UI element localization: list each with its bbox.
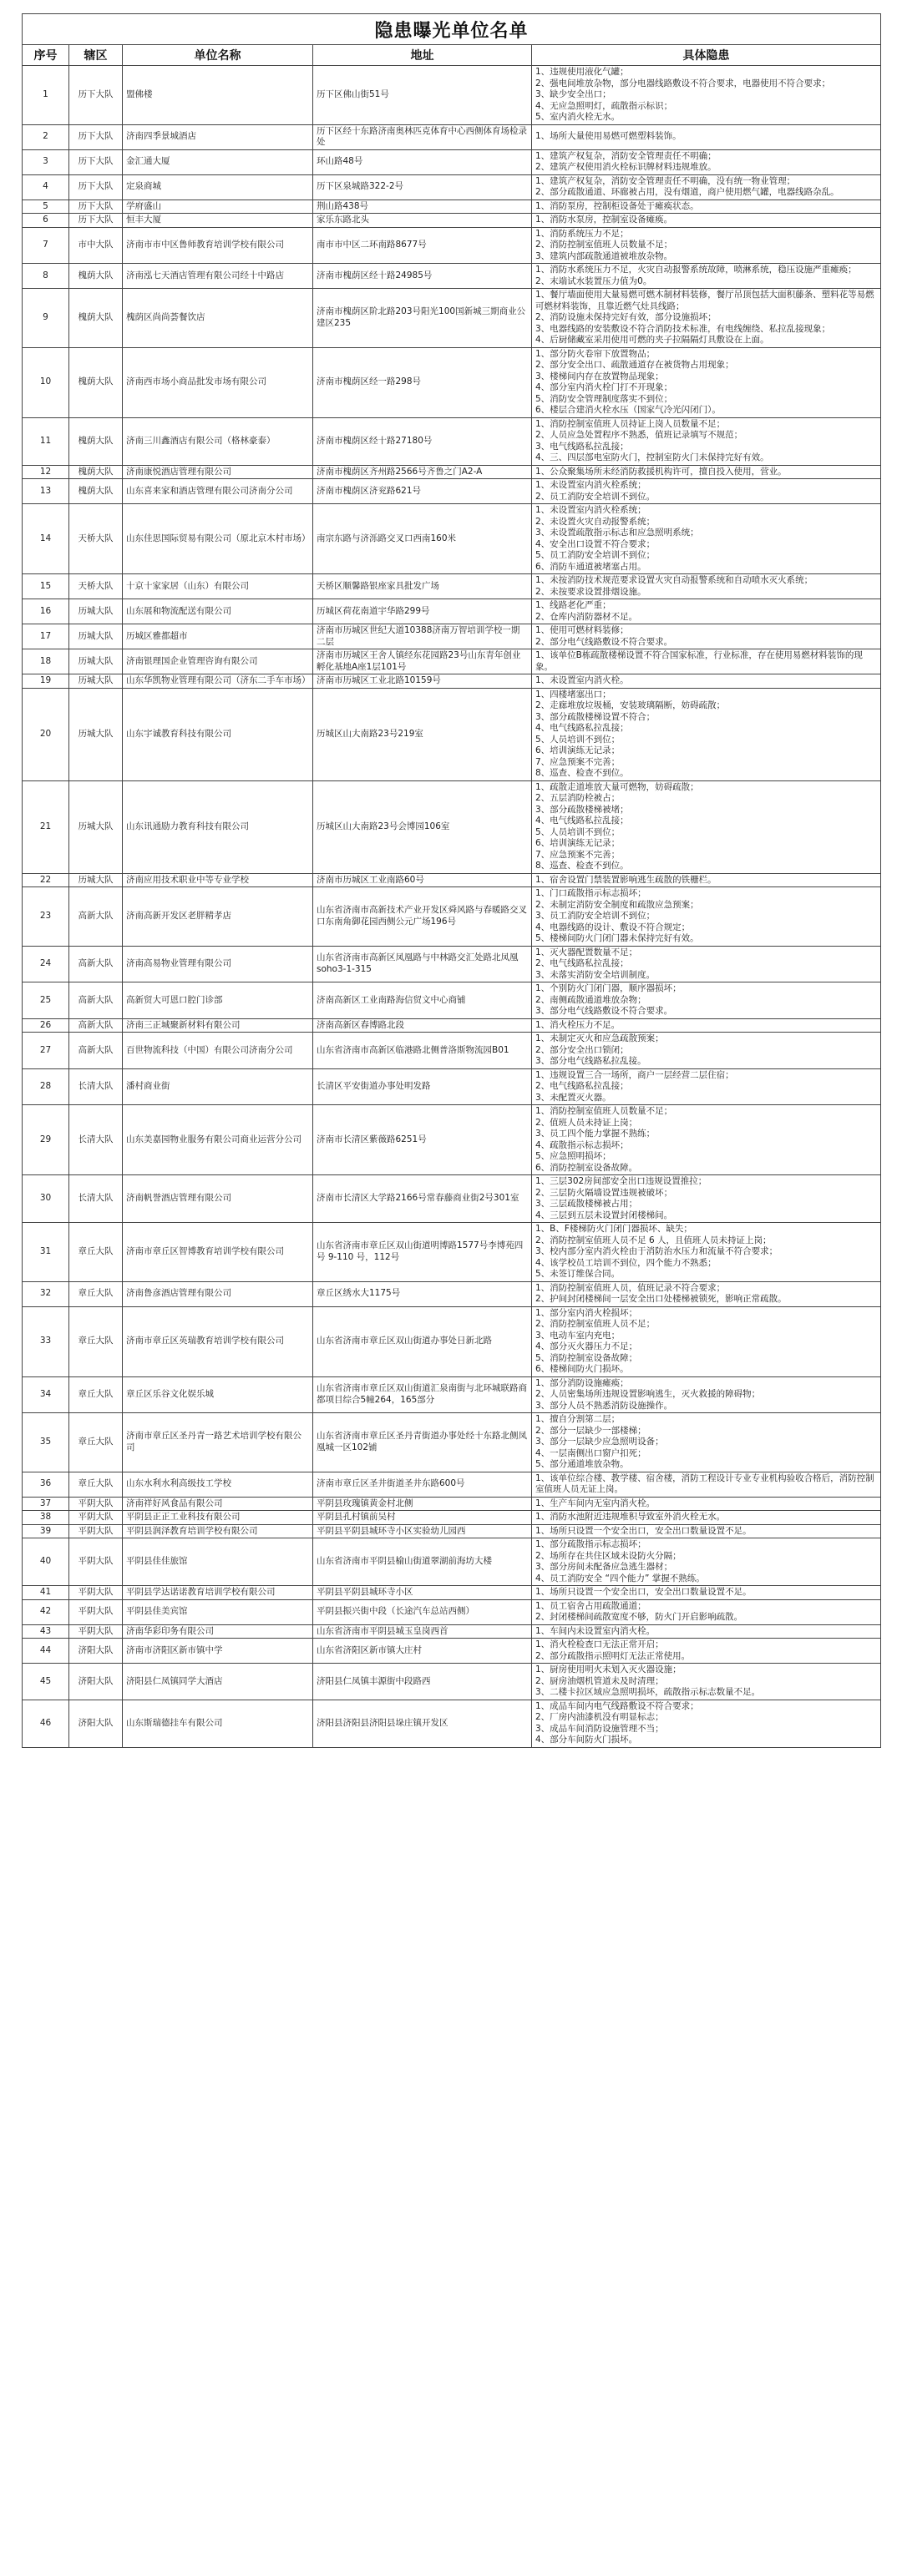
cell-unit-name: 济南西市场小商品批发市场有限公司 — [123, 347, 313, 417]
cell-hazards: 1、该单位综合楼、教学楼、宿舍楼，消防工程设计专业专业机构验收合格后，消防控制室值班人员无证上岗。 — [532, 1472, 881, 1497]
table-row — [23, 1664, 881, 1700]
table-row — [23, 599, 881, 624]
cell-unit-name: 山东喜来家和酒店管理有限公司济南分公司 — [123, 479, 313, 504]
cell-index: 9 — [23, 289, 69, 348]
cell-index: 13 — [23, 479, 69, 504]
table-row — [23, 1497, 881, 1511]
cell-unit-name: 平阴县学达诺诺教育培训学校有限公司 — [123, 1586, 313, 1600]
cell-index: 36 — [23, 1472, 69, 1497]
cell-unit-name: 济阳县仁凤镇同学大酒店 — [123, 1664, 313, 1700]
cell-address: 荆山路438号 — [313, 200, 532, 214]
cell-unit-name: 盟佛楼 — [123, 66, 313, 125]
cell-address: 山东省济南市平阴县榆山街道翠湖前海坊大楼 — [313, 1538, 532, 1586]
cell-address: 平阴县孔村镇前吴村 — [313, 1511, 532, 1525]
table-row — [23, 1281, 881, 1306]
cell-unit-name: 济南祥好风食品有限公司 — [123, 1497, 313, 1511]
cell-address: 历下区经十东路济南奥林匹克体育中心西侧体育场检录处 — [313, 124, 532, 149]
table-row — [23, 1472, 881, 1497]
cell-index: 14 — [23, 504, 69, 574]
cell-hazards: 1、个别防火门闭门器，顺序器损坏； 2、南侧疏散通道堆放杂物； 3、部分电气线路敷设不符合要求。 — [532, 982, 881, 1019]
cell-hazards: 1、消火栓压力不足。 — [532, 1018, 881, 1033]
cell-hazards: 1、消防控制室值班人员数量不足； 2、值班人员未持证上岗； 3、员工四个能力掌握不熟练； 4、疏散指示标志损坏； 5、应急照明损坏； 6、消防控制室设备故障。 — [532, 1105, 881, 1175]
cell-unit-name: 山东华凯物业管理有限公司（济东二手车市场） — [123, 674, 313, 689]
cell-unit-name: 十京十家家居（山东）有限公司 — [123, 574, 313, 599]
cell-address: 济南市历城区世纪大道10388济南万智培训学校一期二层 — [313, 624, 532, 649]
cell-district: 历下大队 — [69, 66, 123, 125]
cell-index: 4 — [23, 174, 69, 200]
table-row — [23, 1586, 881, 1600]
table-row — [23, 1538, 881, 1586]
column-header-district: 辖区 — [69, 45, 123, 66]
cell-unit-name: 济南康悦酒店管理有限公司 — [123, 465, 313, 479]
cell-index: 20 — [23, 688, 69, 780]
cell-district: 市中大队 — [69, 227, 123, 264]
table-row — [23, 289, 881, 348]
cell-address: 济南市槐荫区济兖路621号 — [313, 479, 532, 504]
cell-hazards: 1、违规设置三合一场所，商户一层经营二层住宿； 2、电气线路私拉乱接； 3、未配置灭火器。 — [532, 1068, 881, 1105]
cell-index: 41 — [23, 1586, 69, 1600]
cell-hazards: 1、员工宿舍占用疏散通道； 2、封闭楼梯间疏散宽度不够，防火门开启影响疏散。 — [532, 1599, 881, 1624]
cell-district: 历下大队 — [69, 124, 123, 149]
cell-unit-name: 济南泓七天酒店管理有限公司经十中路店 — [123, 264, 313, 289]
table-row — [23, 200, 881, 214]
cell-address: 章丘区绣水大1175号 — [313, 1281, 532, 1306]
table-row — [23, 417, 881, 465]
cell-district: 历下大队 — [69, 214, 123, 228]
cell-hazards: 1、场所只设置一个安全出口，安全出口数量设置不足。 — [532, 1586, 881, 1600]
table-row — [23, 479, 881, 504]
cell-district: 平阴大队 — [69, 1599, 123, 1624]
cell-index: 5 — [23, 200, 69, 214]
cell-address: 山东省济南市章丘区圣丹青街道办事处经十东路北侧凤凰城一区102铺 — [313, 1413, 532, 1472]
table-row — [23, 1639, 881, 1664]
cell-index: 43 — [23, 1624, 69, 1639]
cell-unit-name: 平阴县正正工业科技有限公司 — [123, 1511, 313, 1525]
cell-hazards: 1、使用可燃材料装修； 2、部分电气线路敷设不符合要求。 — [532, 624, 881, 649]
cell-district: 槐荫大队 — [69, 289, 123, 348]
cell-address: 济南市章丘区圣井街道圣井东路600号 — [313, 1472, 532, 1497]
cell-index: 31 — [23, 1223, 69, 1282]
cell-address: 济南市槐荫区阶北路203号阳光100国新城三期商业公建区235 — [313, 289, 532, 348]
cell-address: 济南市历城区工业北路10159号 — [313, 674, 532, 689]
cell-district: 平阴大队 — [69, 1538, 123, 1586]
cell-address: 济南市槐荫区齐州路2566号齐鲁之门A2-A — [313, 465, 532, 479]
cell-hazards: 1、消防控制室值班人员，值班记录不符合要求； 2、护间封闭楼梯间一层安全出口处楼梯被锁死，影响正常疏散。 — [532, 1281, 881, 1306]
cell-hazards: 1、四楼堵塞出口； 2、走廊堆放垃圾桶，安装玻璃隔断，妨碍疏散； 3、部分疏散楼梯设置不符合； 4、电气线路私拉乱接； 5、人员培训不到位； 6、培训演练无记录； 7、应急预案不完善； 8、巡查、检查不到位。 — [532, 688, 881, 780]
cell-district: 平阴大队 — [69, 1586, 123, 1600]
table-row — [23, 1175, 881, 1223]
table-row — [23, 688, 881, 780]
cell-district: 章丘大队 — [69, 1376, 123, 1413]
cell-address: 山东省济南市章丘区双山街道汇泉南街与北环城联路商都项目综合5幢264，165部分 — [313, 1376, 532, 1413]
cell-unit-name: 济南市市中区鲁师教育培训学校有限公司 — [123, 227, 313, 264]
cell-district: 高新大队 — [69, 887, 123, 947]
cell-district: 济阳大队 — [69, 1664, 123, 1700]
cell-address: 家乐东路北头 — [313, 214, 532, 228]
cell-unit-name: 山东斯瑞德挂车有限公司 — [123, 1700, 313, 1747]
cell-index: 24 — [23, 946, 69, 982]
cell-hazards: 1、B、F楼梯防火门闭门器损坏、缺失； 2、消防控制室值班人员不足 6 人，且值班人员未持证上岗； 3、校内部分室内消火栓由于消防治水压力和流量不符合要求； 4、该学校员工培训不到位，四个能力不熟悉； 5、未签订维保合同。 — [532, 1223, 881, 1282]
cell-district: 平阴大队 — [69, 1624, 123, 1639]
cell-hazards: 1、建筑产权复杂，消防安全管理责任不明确； 2、建筑产权使用消火栓标识牌材料违规堆放。 — [532, 149, 881, 174]
column-header-row — [23, 45, 881, 66]
cell-unit-name: 恒丰大厦 — [123, 214, 313, 228]
cell-index: 16 — [23, 599, 69, 624]
cell-district: 济阳大队 — [69, 1639, 123, 1664]
cell-address: 南宗东路与济泺路交叉口西南160米 — [313, 504, 532, 574]
cell-address: 平阴县平阴县城环寺小区 — [313, 1586, 532, 1600]
table-row — [23, 149, 881, 174]
cell-unit-name: 历城区雅都超市 — [123, 624, 313, 649]
cell-unit-name: 百世物流科技（中国）有限公司济南分公司 — [123, 1033, 313, 1069]
table-row — [23, 1018, 881, 1033]
cell-address: 历城区荷花南道宇华路299号 — [313, 599, 532, 624]
cell-unit-name: 学府盛山 — [123, 200, 313, 214]
cell-unit-name: 定泉商城 — [123, 174, 313, 200]
cell-hazards: 1、线路老化严重； 2、仓库内消防器材不足。 — [532, 599, 881, 624]
table-row — [23, 124, 881, 149]
cell-hazards: 1、宿舍设置门禁装置影响逃生疏散的铁栅栏。 — [532, 873, 881, 887]
cell-district: 槐荫大队 — [69, 417, 123, 465]
cell-unit-name: 济南鲁彦酒店管理有限公司 — [123, 1281, 313, 1306]
page-title: 隐患曝光单位名单 — [23, 14, 881, 45]
cell-district: 槐荫大队 — [69, 264, 123, 289]
cell-hazards: 1、场所大量使用易燃可燃塑料装饰。 — [532, 124, 881, 149]
cell-unit-name: 山东展和物流配送有限公司 — [123, 599, 313, 624]
table-row — [23, 1700, 881, 1747]
cell-index: 45 — [23, 1664, 69, 1700]
cell-district: 高新大队 — [69, 1018, 123, 1033]
cell-index: 32 — [23, 1281, 69, 1306]
cell-district: 章丘大队 — [69, 1306, 123, 1376]
cell-index: 34 — [23, 1376, 69, 1413]
table-row — [23, 574, 881, 599]
cell-district: 章丘大队 — [69, 1223, 123, 1282]
cell-address: 历城区山大南路23号会博园106室 — [313, 780, 532, 873]
cell-hazards: 1、消防控制室值班人员持证上岗人员数量不足； 2、人员应急处置程序不熟悉，值班记录填写不规范； 3、电气线路私拉乱接； 4、三、四层部电室防火门，控制室防火门未保持完好有效。 — [532, 417, 881, 465]
cell-district: 济阳大队 — [69, 1700, 123, 1747]
cell-district: 平阴大队 — [69, 1524, 123, 1538]
table-row — [23, 780, 881, 873]
table-row — [23, 214, 881, 228]
cell-address: 济南市历城区王舍人镇经东花园路23号山东青年创业孵化基地A座1层101号 — [313, 649, 532, 674]
cell-index: 26 — [23, 1018, 69, 1033]
cell-address: 济南市长清区大学路2166号常春藤商业街2号301室 — [313, 1175, 532, 1223]
table-row — [23, 174, 881, 200]
cell-index: 18 — [23, 649, 69, 674]
cell-hazards: 1、建筑产权复杂，消防安全管理责任不明确，没有统一物业管理； 2、部分疏散通道、环廊被占用，没有烟道，商户使用燃气罐，电器线路杂乱。 — [532, 174, 881, 200]
cell-hazards: 1、消防水泵房，控制室设备瘫痪。 — [532, 214, 881, 228]
cell-index: 11 — [23, 417, 69, 465]
cell-district: 历城大队 — [69, 649, 123, 674]
exposure-list-sheet — [22, 13, 880, 1748]
cell-index: 19 — [23, 674, 69, 689]
cell-hazards: 1、该单位B栋疏散楼梯设置不符合国家标准，行业标准，存在使用易燃材料装饰的现象。 — [532, 649, 881, 674]
cell-district: 平阴大队 — [69, 1511, 123, 1525]
cell-index: 29 — [23, 1105, 69, 1175]
cell-unit-name: 槐荫区尚尚荟餐饮店 — [123, 289, 313, 348]
cell-district: 槐荫大队 — [69, 479, 123, 504]
cell-address: 济南高新区春博路北段 — [313, 1018, 532, 1033]
cell-address: 平阴县平阴县城环寺小区实验幼儿园西 — [313, 1524, 532, 1538]
table-row — [23, 1524, 881, 1538]
cell-address: 天桥区顺馨路银座家具批发广场 — [313, 574, 532, 599]
cell-unit-name: 山东讯通励力教育科技有限公司 — [123, 780, 313, 873]
cell-index: 28 — [23, 1068, 69, 1105]
table-row — [23, 1068, 881, 1105]
cell-district: 高新大队 — [69, 946, 123, 982]
cell-hazards: 1、未设置室内消火栓系统； 2、员工消防安全培训不到位。 — [532, 479, 881, 504]
cell-hazards: 1、成品车间内电气线路敷设不符合要求； 2、厂房内油漆机没有明显标志； 3、成品车间消防设施管理不当； 4、部分车间防火门损坏。 — [532, 1700, 881, 1747]
table-row — [23, 1223, 881, 1282]
cell-index: 30 — [23, 1175, 69, 1223]
table-row — [23, 649, 881, 674]
cell-index: 10 — [23, 347, 69, 417]
cell-district: 历下大队 — [69, 200, 123, 214]
cell-unit-name: 济南市章丘区智博教育培训学校有限公司 — [123, 1223, 313, 1282]
cell-district: 槐荫大队 — [69, 465, 123, 479]
cell-index: 40 — [23, 1538, 69, 1586]
cell-hazards: 1、门口疏散指示标志损坏； 2、未制定消防安全制度和疏散应急预案； 3、员工消防安全培训不到位； 4、电器线路的设计、敷设不符合规定； 5、楼梯间防火门闭门器未保持完好有效。 — [532, 887, 881, 947]
cell-address: 历下区泉城路322-2号 — [313, 174, 532, 200]
cell-address: 山东省济南市高新技术产业开发区舜风路与春暖路交叉口东南角御花园西侧公元广场196号 — [313, 887, 532, 947]
table-row — [23, 1511, 881, 1525]
cell-district: 长清大队 — [69, 1068, 123, 1105]
cell-hazards: 1、未制定灭火和应急疏散预案； 2、部分安全出口锁闭； 3、部分电气线路私拉乱接。 — [532, 1033, 881, 1069]
cell-unit-name: 济南市章丘区圣丹青一路艺术培训学校有限公司 — [123, 1413, 313, 1472]
cell-address: 长清区平安街道办事处明发路 — [313, 1068, 532, 1105]
table-row — [23, 674, 881, 689]
cell-index: 33 — [23, 1306, 69, 1376]
cell-district: 历城大队 — [69, 873, 123, 887]
cell-district: 槐荫大队 — [69, 347, 123, 417]
cell-index: 23 — [23, 887, 69, 947]
cell-hazards: 1、疏散走道堆放大量可燃物，妨碍疏散； 2、五层消防栓被占； 3、部分疏散楼梯被堵； 4、电气线路私拉乱接； 5、人员培训不到位； 6、培训演练无记录； 7、应急预案不完善； 8、巡查、检查不到位。 — [532, 780, 881, 873]
cell-hazards: 1、三层302房间部安全出口违规设置推拉； 2、三层防火隔墙设置违规被破坏； 3、三层疏散楼梯被占用； 4、三层到五层未设置封闭楼梯间。 — [532, 1175, 881, 1223]
cell-unit-name: 山东佳思国际贸易有限公司（原北京木村市场） — [123, 504, 313, 574]
cell-address: 平阴县玫瑰镇黄金村北侧 — [313, 1497, 532, 1511]
cell-address: 南市市中区二环南路8677号 — [313, 227, 532, 264]
cell-index: 44 — [23, 1639, 69, 1664]
cell-unit-name: 章丘区乐谷文化娱乐城 — [123, 1376, 313, 1413]
cell-district: 章丘大队 — [69, 1281, 123, 1306]
cell-index: 8 — [23, 264, 69, 289]
cell-address: 山东省济南市平阴县城玉皇岗西首 — [313, 1624, 532, 1639]
column-header-unit-name: 单位名称 — [123, 45, 313, 66]
table-row — [23, 465, 881, 479]
cell-hazards: 1、公众聚集场所未经消防救援机构许可，擅自投入使用，营业。 — [532, 465, 881, 479]
cell-address: 山东省济南市章丘区双山街道办事处日新北路 — [313, 1306, 532, 1376]
cell-address: 山东省济南市高新区凤凰路与中林路交汇处路北凤凰soho3-1-315 — [313, 946, 532, 982]
hazard-exposure-table — [22, 13, 881, 1748]
table-row — [23, 66, 881, 125]
cell-hazards: 1、未设置室内消火栓。 — [532, 674, 881, 689]
cell-index: 17 — [23, 624, 69, 649]
cell-address: 济南市槐荫区经一路298号 — [313, 347, 532, 417]
cell-unit-name: 济南应用技术职业中等专业学校 — [123, 873, 313, 887]
table-row — [23, 624, 881, 649]
column-header-address: 地址 — [313, 45, 532, 66]
cell-district: 历下大队 — [69, 149, 123, 174]
cell-index: 3 — [23, 149, 69, 174]
cell-address: 环山路48号 — [313, 149, 532, 174]
cell-hazards: 1、部分消防设施瘫痪； 2、人员密集场所违规设置影响逃生，灭火救援的障碍物； 3、部分人员不熟悉消防设施操作。 — [532, 1376, 881, 1413]
cell-address: 济南高新区工业南路海信贸文中心商铺 — [313, 982, 532, 1019]
cell-district: 平阴大队 — [69, 1497, 123, 1511]
cell-unit-name: 平阴县佳美宾馆 — [123, 1599, 313, 1624]
cell-index: 35 — [23, 1413, 69, 1472]
cell-index: 15 — [23, 574, 69, 599]
cell-district: 历城大队 — [69, 780, 123, 873]
table-row — [23, 1033, 881, 1069]
column-header-index: 序号 — [23, 45, 69, 66]
cell-unit-name: 潘村商业街 — [123, 1068, 313, 1105]
cell-hazards: 1、消防水系统压力不足，火灾自动报警系统故障，喷淋系统，稳压设施严重瘫痪； 2、末端试水装置压力值为0。 — [532, 264, 881, 289]
cell-unit-name: 济南高新开发区老胖精孝店 — [123, 887, 313, 947]
cell-district: 章丘大队 — [69, 1472, 123, 1497]
cell-hazards: 1、消火栓检查口无法正常开启； 2、部分疏散指示照明灯无法正常使用。 — [532, 1639, 881, 1664]
cell-address: 济南市长清区紫薇路6251号 — [313, 1105, 532, 1175]
cell-unit-name: 济南高易物业管理有限公司 — [123, 946, 313, 982]
cell-hazards: 1、场所只设置一个安全出口，安全出口数量设置不足。 — [532, 1524, 881, 1538]
cell-hazards: 1、生产车间内无室内消火栓。 — [532, 1497, 881, 1511]
cell-address: 济南市槐荫区经十路24985号 — [313, 264, 532, 289]
table-body — [23, 66, 881, 1748]
table-row — [23, 1376, 881, 1413]
cell-district: 长清大队 — [69, 1105, 123, 1175]
cell-hazards: 1、部分疏散指示标志损坏； 2、场所存在共住区域未设防火分隔； 3、部分房间未配备应急逃生器材； 4、员工消防安全 “四个能力” 掌握不熟练。 — [532, 1538, 881, 1586]
cell-hazards: 1、违规使用液化气罐； 2、强电间堆放杂物，部分电器线路敷设不符合要求，电器使用不符合要求； 3、缺少安全出口； 4、无应急照明灯，疏散指示标识； 5、室内消火栓无水。 — [532, 66, 881, 125]
cell-unit-name: 平阴县润泽教育培训学校有限公司 — [123, 1524, 313, 1538]
cell-address: 历城区山大南路23号219室 — [313, 688, 532, 780]
cell-district: 章丘大队 — [69, 1413, 123, 1472]
cell-index: 21 — [23, 780, 69, 873]
cell-address: 济阳县仁凤镇丰源街中段路西 — [313, 1664, 532, 1700]
cell-index: 39 — [23, 1524, 69, 1538]
cell-address: 济南市槐荫区经十路27180号 — [313, 417, 532, 465]
cell-district: 历下大队 — [69, 174, 123, 200]
table-row — [23, 347, 881, 417]
table-row — [23, 504, 881, 574]
table-row — [23, 1413, 881, 1472]
cell-unit-name: 济南三川鑫酒店有限公司（格林豪泰） — [123, 417, 313, 465]
cell-district: 历城大队 — [69, 599, 123, 624]
column-header-hazards: 具体隐患 — [532, 45, 881, 66]
cell-hazards: 1、车间内未设置室内消火栓。 — [532, 1624, 881, 1639]
cell-district: 历城大队 — [69, 674, 123, 689]
cell-district: 历城大队 — [69, 624, 123, 649]
cell-index: 7 — [23, 227, 69, 264]
cell-unit-name: 济南帆誉酒店管理有限公司 — [123, 1175, 313, 1223]
cell-hazards: 1、擅自分割第二层； 2、部分一层缺少一部楼梯； 3、部分一层缺少应急照明设备； 4、一层南侧出口窗户扣死； 5、部分通道堆放杂物。 — [532, 1413, 881, 1472]
cell-hazards: 1、部分室内消火栓损坏； 2、消防控制室值班人员不足； 3、电动车室内充电； 4、部分灭火器压力不足； 5、消防控制室设备故障； 6、楼梯间防火门损坏。 — [532, 1306, 881, 1376]
cell-unit-name: 高新贸大可恩口腔门诊部 — [123, 982, 313, 1019]
table-row — [23, 873, 881, 887]
cell-address: 山东省济南市高新区临港路北侧普洛斯物流园B01 — [313, 1033, 532, 1069]
cell-hazards: 1、部分防火卷帘下放置物品； 2、部分安全出口、疏散通道存在被货物占用现象； 3、楼梯间内存在放置物品现象； 4、部分室内消火栓门打不开现象； 5、消防安全管理制度落实不到位； 6、楼层合建消火栓水压（国家气冷光闪闭门）。 — [532, 347, 881, 417]
cell-index: 27 — [23, 1033, 69, 1069]
cell-district: 天桥大队 — [69, 504, 123, 574]
cell-address: 济南市历城区工业南路60号 — [313, 873, 532, 887]
cell-hazards: 1、消防泵房，控制柜设备处于瘫痪状态。 — [532, 200, 881, 214]
cell-unit-name: 平阴县佳佳旅馆 — [123, 1538, 313, 1586]
cell-unit-name: 济南市章丘区英瑞教育培训学校有限公司 — [123, 1306, 313, 1376]
cell-hazards: 1、消防水池附近违规堆积导致室外消火栓无水。 — [532, 1511, 881, 1525]
cell-district: 历城大队 — [69, 688, 123, 780]
table-row — [23, 1599, 881, 1624]
cell-unit-name: 济南市济阳区新市镇中学 — [123, 1639, 313, 1664]
cell-unit-name: 济南华彩印务有限公司 — [123, 1624, 313, 1639]
cell-index: 2 — [23, 124, 69, 149]
table-row — [23, 1624, 881, 1639]
table-row — [23, 227, 881, 264]
table-row — [23, 982, 881, 1019]
table-row — [23, 946, 881, 982]
cell-hazards: 1、灭火器配置数量不足； 2、电气线路私拉乱接； 3、未落实消防安全培训制度。 — [532, 946, 881, 982]
cell-address: 山东省济阳区新市镇大庄村 — [313, 1639, 532, 1664]
cell-unit-name: 济南四季景城酒店 — [123, 124, 313, 149]
table-row — [23, 887, 881, 947]
cell-district: 天桥大队 — [69, 574, 123, 599]
cell-index: 22 — [23, 873, 69, 887]
cell-hazards: 1、未设置室内消火栓系统； 2、未设置火灾自动报警系统； 3、未设置疏散指示标志和应急照明系统； 4、安全出口设置不符合要求； 5、员工消防安全培训不到位； 6、消防车通道被堵塞占用。 — [532, 504, 881, 574]
cell-address: 平阴县振兴街中段（长途汽车总站西侧） — [313, 1599, 532, 1624]
cell-index: 25 — [23, 982, 69, 1019]
table-row — [23, 264, 881, 289]
cell-unit-name: 济南银理国企业管理咨询有限公司 — [123, 649, 313, 674]
cell-district: 高新大队 — [69, 982, 123, 1019]
cell-unit-name: 山东宇诚教育科技有限公司 — [123, 688, 313, 780]
cell-address: 山东省济南市章丘区双山街道明博路1577号李博苑四号 9-110 号，112号 — [313, 1223, 532, 1282]
cell-index: 42 — [23, 1599, 69, 1624]
cell-index: 12 — [23, 465, 69, 479]
cell-hazards: 1、餐厅墙面使用大量易燃可燃木制材料装修，餐厅吊顶包括大面积藤条、塑料花等易燃可燃材料装饰，且靠近燃气灶具线路； 2、消防设施未保持完好有效，部分设施损坏； 3、电器线路的安装敷设不符合消防技术标准，有电线缠绕、私拉乱接现象； 4、后厨储藏室采用使用可燃的夹子拉隔隔灯具敷设在上面。 — [532, 289, 881, 348]
cell-hazards: 1、厨房使用明火未划入灭火器设施； 2、厨房油烟机管道未及时清理； 3、二楼卡拉区域应急照明损坏，疏散指示标志数量不足。 — [532, 1664, 881, 1700]
cell-unit-name: 山东美嘉园物业服务有限公司商业运营分公司 — [123, 1105, 313, 1175]
table-row — [23, 1306, 881, 1376]
cell-district: 长清大队 — [69, 1175, 123, 1223]
cell-index: 46 — [23, 1700, 69, 1747]
cell-address: 历下区佛山街51号 — [313, 66, 532, 125]
cell-index: 1 — [23, 66, 69, 125]
cell-index: 38 — [23, 1511, 69, 1525]
table-row — [23, 1105, 881, 1175]
cell-district: 高新大队 — [69, 1033, 123, 1069]
page-bottom-edge — [22, 2563, 880, 2576]
cell-address: 济阳县济阳县济阳县垛庄镇开发区 — [313, 1700, 532, 1747]
cell-unit-name: 金汇通大厦 — [123, 149, 313, 174]
cell-unit-name: 山东水利水利高级技工学校 — [123, 1472, 313, 1497]
cell-index: 6 — [23, 214, 69, 228]
cell-hazards: 1、消防系统压力不足； 2、消防控制室值班人员数量不足； 3、建筑内部疏散通道被堆放杂物。 — [532, 227, 881, 264]
cell-index: 37 — [23, 1497, 69, 1511]
cell-unit-name: 济南三正城聚新材料有限公司 — [123, 1018, 313, 1033]
cell-hazards: 1、未按消防技术规范要求设置火灾自动报警系统和自动喷水灭火系统； 2、未按要求设置排烟设施。 — [532, 574, 881, 599]
